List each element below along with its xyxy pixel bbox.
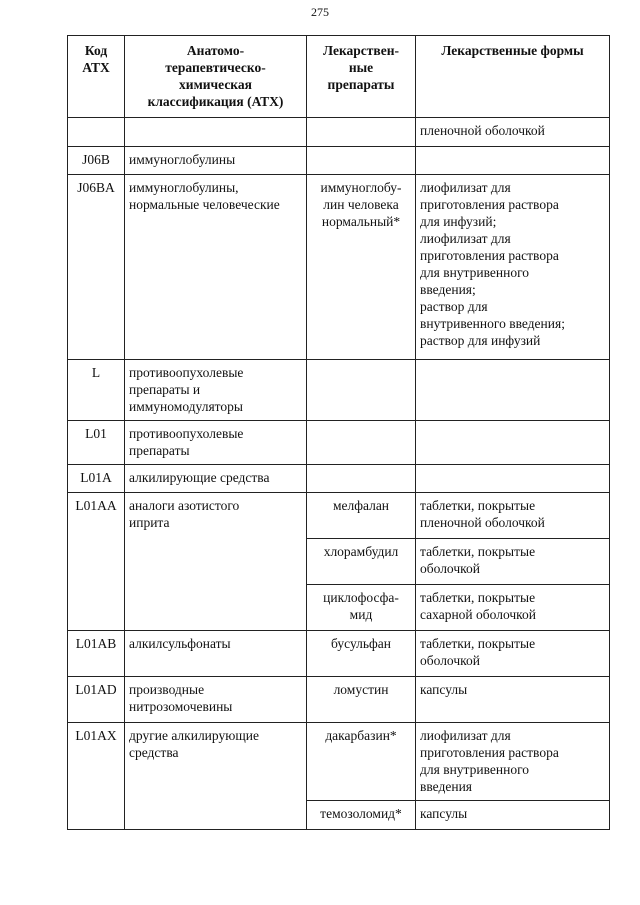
header-classification: Анатомо- терапевтическо- химическая классификация (АТХ) [125, 36, 307, 118]
cell-form: пленочной оболочкой [416, 118, 610, 147]
cell-code: L01A [68, 465, 125, 493]
cell-form [416, 421, 610, 465]
cell-drug: мелфалан [307, 493, 416, 539]
cell-classification: другие алкилирующие средства [125, 723, 307, 830]
cell-drug: хлорамбудил [307, 539, 416, 585]
cell-drug: циклофосфа- мид [307, 585, 416, 631]
header-code: Код ATX [68, 36, 125, 118]
cell-classification: алкилирующие средства [125, 465, 307, 493]
atx-drug-table [67, 35, 610, 830]
cell-form: лиофилизат для приготовления раствора для внутривенного введения [416, 723, 610, 801]
table-row [68, 175, 610, 360]
cell-form: капсулы [416, 677, 610, 723]
table-row [68, 723, 610, 801]
cell-form: таблетки, покрытые оболочкой [416, 539, 610, 585]
header-drugs: Лекарствен- ные препараты [307, 36, 416, 118]
cell-drug: ломустин [307, 677, 416, 723]
table-row [68, 465, 610, 493]
cell-classification: алкилсульфонаты [125, 631, 307, 677]
cell-classification: противоопухолевые препараты и иммуномодуляторы [125, 360, 307, 421]
cell-form: таблетки, покрытые оболочкой [416, 631, 610, 677]
cell-form: лиофилизат для приготовления раствора для инфузий; лиофилизат для приготовления раствора для внутривенного введения; раствор для внутривенного введения; раствор для инфузий [416, 175, 610, 360]
cell-classification: иммуноглобулины, нормальные человеческие [125, 175, 307, 360]
cell-drug: бусульфан [307, 631, 416, 677]
table-row [68, 631, 610, 677]
cell-code: L01AD [68, 677, 125, 723]
cell-code: L01AA [68, 493, 125, 631]
table-row [68, 493, 610, 539]
cell-classification: противоопухолевые препараты [125, 421, 307, 465]
table-row [68, 677, 610, 723]
cell-code: J06B [68, 147, 125, 175]
cell-drug: дакарбазин* [307, 723, 416, 801]
cell-code: L [68, 360, 125, 421]
cell-code: L01 [68, 421, 125, 465]
page-number: 275 [311, 5, 329, 19]
table-header-row [68, 36, 610, 118]
table-row [68, 118, 610, 147]
cell-drug: иммуноглобу- лин человека нормальный* [307, 175, 416, 360]
cell-drug: темозоломид* [307, 801, 416, 830]
cell-classification: аналоги азотистого иприта [125, 493, 307, 631]
cell-code: L01AX [68, 723, 125, 830]
cell-classification: иммуноглобулины [125, 147, 307, 175]
table-row [68, 360, 610, 421]
cell-form [416, 465, 610, 493]
cell-drug [307, 118, 416, 147]
cell-form [416, 360, 610, 421]
table-row [68, 421, 610, 465]
table-row [68, 147, 610, 175]
cell-form: таблетки, покрытые сахарной оболочкой [416, 585, 610, 631]
header-forms: Лекарственные формы [416, 36, 610, 118]
cell-drug [307, 360, 416, 421]
cell-code: L01AB [68, 631, 125, 677]
cell-drug [307, 465, 416, 493]
cell-code: J06BA [68, 175, 125, 360]
cell-code [68, 118, 125, 147]
cell-classification: производные нитрозомочевины [125, 677, 307, 723]
cell-drug [307, 147, 416, 175]
cell-form: таблетки, покрытые пленочной оболочкой [416, 493, 610, 539]
cell-form: капсулы [416, 801, 610, 830]
cell-drug [307, 421, 416, 465]
cell-form [416, 147, 610, 175]
cell-classification [125, 118, 307, 147]
